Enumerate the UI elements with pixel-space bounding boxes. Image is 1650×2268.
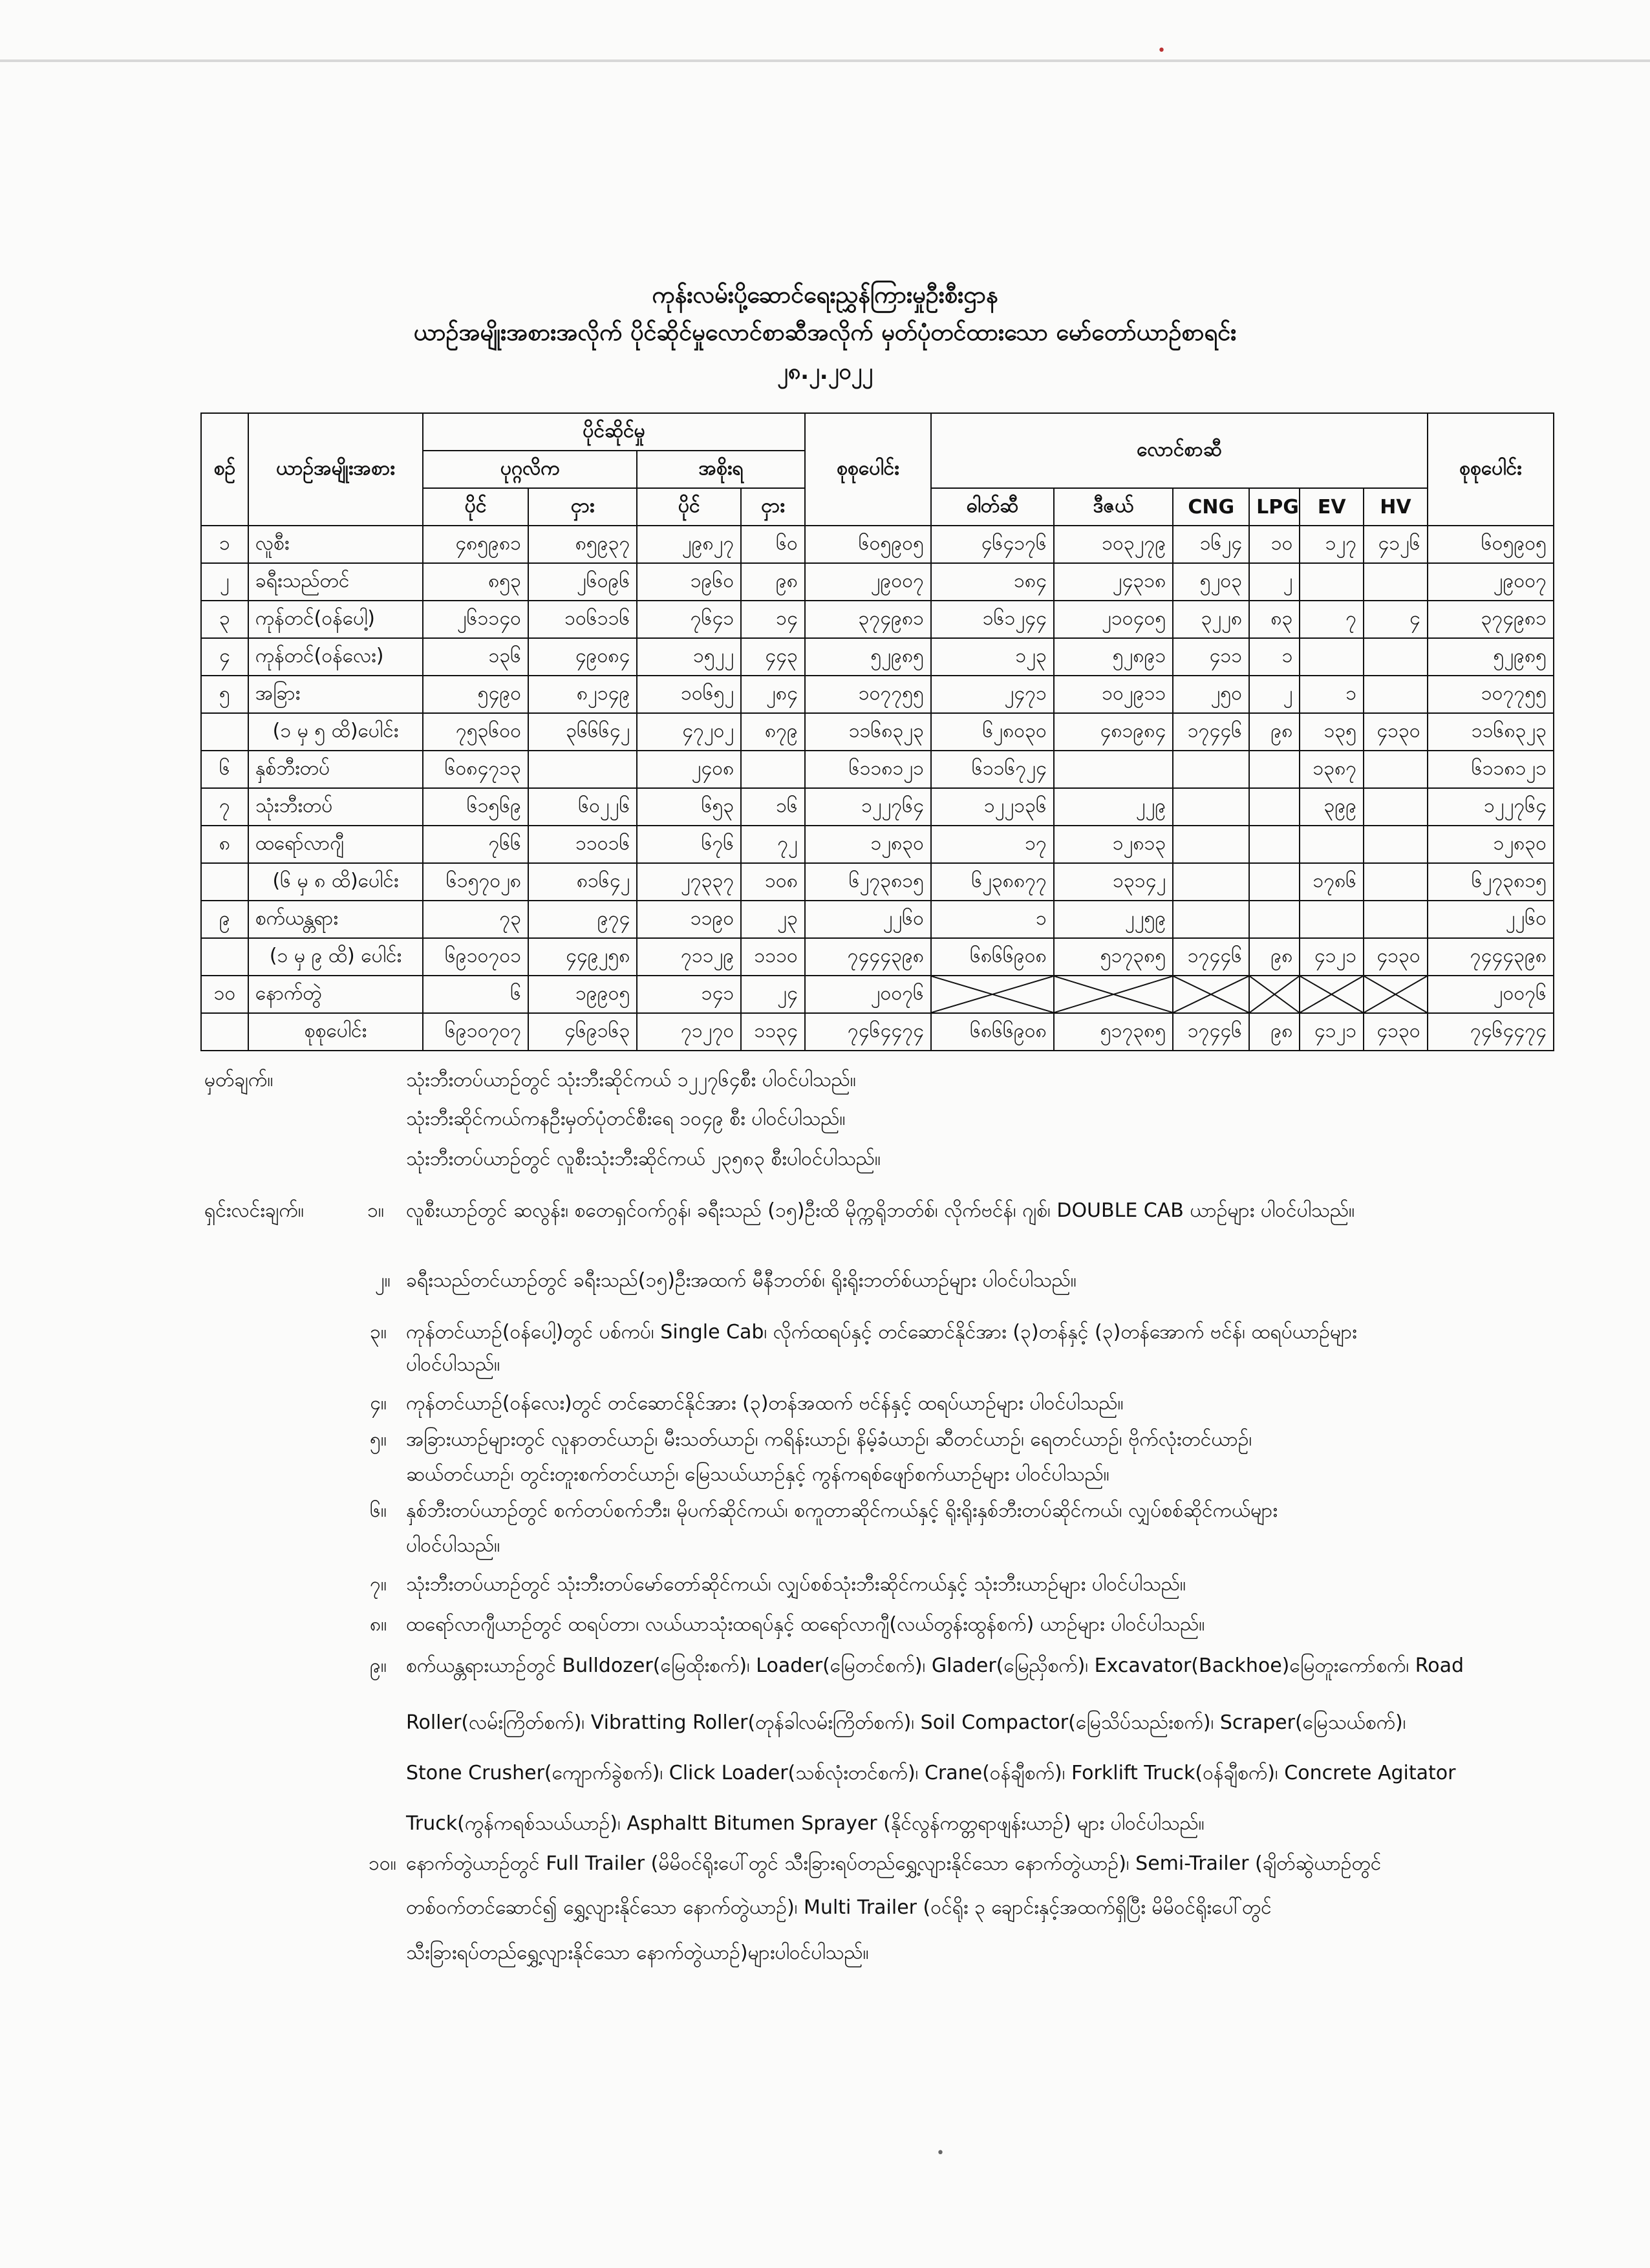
cell-pet: ၂၄၇၁: [931, 676, 1054, 713]
cell-hv: [1364, 676, 1428, 713]
cell-g2: ၉၈: [741, 563, 805, 601]
cell-vehicle-type: နှစ်ဘီးတပ်: [248, 751, 423, 788]
cell-lpg: ၉၈: [1249, 1013, 1300, 1051]
cell-vehicle-type: စက်ယန္တရား: [248, 901, 423, 938]
cell-pet: ၁၂၃: [931, 638, 1054, 676]
cell-p1: ၇၃: [423, 901, 528, 938]
cell-pet: ၆၂၈၀၃၀: [931, 713, 1054, 751]
cell-p2: ၄၉၀၈၄: [528, 638, 637, 676]
cell-die: ၂၂၉: [1054, 788, 1173, 826]
col-header-type: ယာဉ်အမျိုးအစား: [248, 413, 423, 526]
table-row: [201, 563, 1554, 601]
cell-vehicle-type: (၁ မှ ၉ ထိ) ပေါင်း: [248, 938, 423, 976]
cell-no: ၉: [201, 901, 248, 938]
cell-lpg: ၉၈: [1249, 938, 1300, 976]
report-date: ၂၈.၂.၂၀၂၂: [777, 359, 873, 385]
cell-crossed: [1249, 976, 1300, 1013]
cell-p2: ၁၀၆၁၁၆: [528, 601, 637, 638]
cell-hv: [1364, 863, 1428, 901]
cell-die: [1054, 751, 1173, 788]
col-header-lpg: LPG: [1249, 488, 1300, 526]
cell-vehicle-type: (၁ မှ ၅ ထိ)ပေါင်း: [248, 713, 423, 751]
cell-lpg: ၉၈: [1249, 713, 1300, 751]
cell-tot: ၆၂၇၃၈၁၅: [805, 863, 931, 901]
cell-pet: ၆၂၃၈၈၇၇: [931, 863, 1054, 901]
cell-hv: ၄၁၃၀: [1364, 1013, 1428, 1051]
explanation-2: ခရီးသည်တင်ယာဉ်တွင် ခရီးသည်(၁၅)ဦးအထက် မီနီဘတ်စ်၊ ရိုးရိုးဘတ်စ်ယာဉ်များ ပါဝင်ပါသည်။: [406, 1269, 1077, 1292]
table-row: [201, 826, 1554, 863]
explanation-10-line-2: တစ်ဝက်တင်ဆောင်၍ ရွှေ့လျားနိုင်သော နောက်တွဲယာဉ်)၊ Multi Trailer (ဝင်ရိုး ၃ ချောင်းနှင့်အထက်ရှိပြီး မိမိဝင်ရိုးပေါ်တွင်: [406, 1896, 1272, 1919]
cell-vehicle-type: ခရီးသည်တင်: [248, 563, 423, 601]
cell-hv: [1364, 751, 1428, 788]
cell-ev: [1300, 638, 1364, 676]
explanation-3-line-2: ပါဝင်ပါသည်။: [406, 1353, 500, 1376]
cell-no: ၈: [201, 826, 248, 863]
cell-g1: ၁၉၆၀: [637, 563, 741, 601]
cell-ev: [1300, 826, 1364, 863]
col-header-diesel: ဒီဇယ်: [1054, 488, 1173, 526]
cell-tot: ၃၇၄၉၈၁: [805, 601, 931, 638]
cell-tot: ၁၂၈၃၀: [805, 826, 931, 863]
scan-mark-bottom: •: [936, 2145, 945, 2161]
cell-g1: ၇၆၄၁: [637, 601, 741, 638]
table-row: [201, 938, 1554, 976]
table-row: [201, 863, 1554, 901]
cell-lpg: ၂: [1249, 676, 1300, 713]
cell-tot2: ၆၀၅၉၀၅: [1428, 526, 1554, 563]
cell-ev: ၁၃၈၇: [1300, 751, 1364, 788]
cell-p1: ၇၅၃၆၀၀: [423, 713, 528, 751]
cell-die: ၁၂၈၁၃: [1054, 826, 1173, 863]
cell-no: [201, 938, 248, 976]
explanations-label: ရှင်းလင်းချက်။: [204, 1199, 304, 1222]
cell-crossed: [931, 976, 1054, 1013]
cell-cng: ၁၆၂၄: [1173, 526, 1249, 563]
cell-pet: ၆၁၁၆၇၂၄: [931, 751, 1054, 788]
cell-pet: ၁: [931, 901, 1054, 938]
explanation-5-no: ၅။: [370, 1428, 387, 1451]
cell-tot: ၁၀၇၇၅၅: [805, 676, 931, 713]
cell-cng: [1173, 826, 1249, 863]
explanation-6-no: ၆။: [370, 1499, 387, 1522]
cell-p1: ၅၄၉၀: [423, 676, 528, 713]
col-header-government: အစိုးရ: [637, 451, 805, 488]
cell-pet: ၁၂၂၁၃၆: [931, 788, 1054, 826]
cell-g1: ၆၇၆: [637, 826, 741, 863]
cell-hv: ၄၁၃၀: [1364, 713, 1428, 751]
cell-lpg: [1249, 788, 1300, 826]
cell-no: ၂: [201, 563, 248, 601]
cell-g2: ၂၈၄: [741, 676, 805, 713]
table-row: [201, 901, 1554, 938]
cell-p2: ၂၆၀၉၆: [528, 563, 637, 601]
cell-die: ၅၁၇၃၈၅: [1054, 1013, 1173, 1051]
cell-hv: ၄၁၂၆: [1364, 526, 1428, 563]
cell-g2: ၇၂: [741, 826, 805, 863]
cell-hv: [1364, 826, 1428, 863]
cell-vehicle-type: ကုန်တင်(ဝန်လေး): [248, 638, 423, 676]
cell-cng: ၅၂၀၃: [1173, 563, 1249, 601]
cell-hv: [1364, 901, 1428, 938]
cell-lpg: [1249, 751, 1300, 788]
cell-p1: ၂၆၁၁၄၀: [423, 601, 528, 638]
explanation-8: ထရော်လာဂျီယာဉ်တွင် ထရပ်တာ၊ လယ်ယာသုံးထရပ်နှင့် ထရော်လာဂျီ(လယ်တွန်းထွန်စက်) ယာဉ်များ ပါဝင်ပါသည်။: [406, 1613, 1205, 1636]
cell-p1: ၆၁၅၇၀၂၈: [423, 863, 528, 901]
col-header-petrol: ဓါတ်ဆီ: [931, 488, 1054, 526]
cell-ev: ၄၁၂၁: [1300, 1013, 1364, 1051]
cell-cng: [1173, 788, 1249, 826]
col-header-ev: EV: [1300, 488, 1364, 526]
cell-g1: ၂၇၃၃၇: [637, 863, 741, 901]
explanation-4: ကုန်တင်ယာဉ်(ဝန်လေး)တွင် တင်ဆောင်နိုင်အား (၃)တန်အထက် ဗင်န်နှင့် ထရပ်ယာဉ်များ ပါဝင်ပါသည်။: [406, 1392, 1124, 1415]
cell-cng: [1173, 863, 1249, 901]
cell-vehicle-type: ထရော်လာဂျီ: [248, 826, 423, 863]
cell-crossed: [1300, 976, 1364, 1013]
table-row: [201, 638, 1554, 676]
explanation-9-line-4: Truck(ကွန်ကရစ်သယ်ယာဉ်)၊ Asphaltt Bitumen Sprayer (နိုင်လွန်ကတ္တရာဖျန်းယာဉ်) များ ပါဝင်ပါသည်။: [406, 1812, 1205, 1835]
cell-p1: ၆၉၁၀၇၀၇: [423, 1013, 528, 1051]
cell-hv: ၄: [1364, 601, 1428, 638]
cell-p2: ၈၅၉၃၇: [528, 526, 637, 563]
explanation-9-no: ၉။: [370, 1654, 387, 1677]
remark-1: သုံးဘီးတပ်ယာဉ်တွင် သုံးဘီးဆိုင်ကယ် ၁၂၂၇၆၄စီး ပါဝင်ပါသည်။: [406, 1069, 856, 1091]
cell-ev: [1300, 901, 1364, 938]
cell-tot: ၁၂၂၇၆၄: [805, 788, 931, 826]
cell-g2: ၁၀၈: [741, 863, 805, 901]
cell-tot: ၆၁၁၈၁၂၁: [805, 751, 931, 788]
cell-vehicle-type: သုံးဘီးတပ်: [248, 788, 423, 826]
explanation-5-line-2: ဆယ်တင်ယာဉ်၊ တွင်းတူးစက်တင်ယာဉ်၊ မြေသယ်ယာဉ်နှင့် ကွန်ကရစ်ဖျော်စက်ယာဉ်များ ပါဝင်ပါသည်။: [406, 1463, 1109, 1486]
explanation-5-line-1: အခြားယာဉ်များတွင် လူနာတင်ယာဉ်၊ မီးသတ်ယာဉ်၊ ကရိန်းယာဉ်၊ နိမ့်ခံယာဉ်၊ ဆီတင်ယာဉ်၊ ရေတင်ယာဉ်၊ ဗိုက်လုံးတင်ယာဉ်၊: [406, 1428, 1252, 1451]
cell-no: [201, 713, 248, 751]
col-header-govt-own: ပိုင်: [637, 488, 741, 526]
table-row: [201, 751, 1554, 788]
cell-p1: ၆: [423, 976, 528, 1013]
cell-g1: ၁၁၉၀: [637, 901, 741, 938]
cell-die: ၂၂၅၉: [1054, 901, 1173, 938]
cell-tot2: ၇၄၄၄၃၉၈: [1428, 938, 1554, 976]
explanation-8-no: ၈။: [370, 1613, 387, 1636]
cell-tot2: ၂၉၀၀၇: [1428, 563, 1554, 601]
cell-hv: [1364, 788, 1428, 826]
col-header-total-2: စုစုပေါင်း: [1428, 413, 1554, 526]
cell-p1: ၆၁၅၆၉: [423, 788, 528, 826]
cell-tot2: ၁၀၇၇၅၅: [1428, 676, 1554, 713]
cell-g1: ၂၉၈၂၇: [637, 526, 741, 563]
cell-lpg: [1249, 901, 1300, 938]
cell-p1: ၄၈၅၉၈၁: [423, 526, 528, 563]
cell-g2: ၁၁၁၀: [741, 938, 805, 976]
table-row: [201, 976, 1554, 1013]
cell-no: [201, 1013, 248, 1051]
cell-g2: ၄၄၃: [741, 638, 805, 676]
cell-pet: ၁၆၁၂၄၄: [931, 601, 1054, 638]
explanation-6-line-2: ပါဝင်ပါသည်။: [406, 1534, 500, 1557]
cell-vehicle-type: လူစီး: [248, 526, 423, 563]
cell-tot: ၂၂၆၀: [805, 901, 931, 938]
cell-tot2: ၂၀၀၇၆: [1428, 976, 1554, 1013]
cell-tot2: ၆၁၁၈၁၂၁: [1428, 751, 1554, 788]
cell-g2: ၁၄: [741, 601, 805, 638]
cell-pet: ၁၇: [931, 826, 1054, 863]
explanation-3-no: ၃။: [370, 1321, 387, 1343]
cell-g2: [741, 751, 805, 788]
cell-tot: ၇၄၆၄၄၇၄: [805, 1013, 931, 1051]
cell-die: ၁၃၁၄၂: [1054, 863, 1173, 901]
explanation-4-no: ၄။: [370, 1392, 387, 1415]
cell-p2: ၈၁၆၄၂: [528, 863, 637, 901]
cell-g2: ၁၆: [741, 788, 805, 826]
col-header-govt-hire: ငှား: [741, 488, 805, 526]
col-header-fuel: လောင်စာဆီ: [931, 413, 1428, 488]
cell-ev: ၁၂၇: [1300, 526, 1364, 563]
cell-no: ၄: [201, 638, 248, 676]
cell-g1: ၂၄၀၈: [637, 751, 741, 788]
cell-lpg: ၁: [1249, 638, 1300, 676]
col-header-ownership: ပိုင်ဆိုင်မှု: [423, 413, 805, 451]
cell-die: ၅၂၈၉၁: [1054, 638, 1173, 676]
cell-die: ၂၄၃၁၈: [1054, 563, 1173, 601]
cell-tot2: ၁၂၂၇၆၄: [1428, 788, 1554, 826]
cell-pet: ၆၈၆၆၉၀၈: [931, 938, 1054, 976]
cell-vehicle-type: ကုန်တင်(ဝန်ပေါ့): [248, 601, 423, 638]
scan-mark: •: [1157, 43, 1166, 59]
page-title: ကုန်းလမ်းပို့ဆောင်ရေးညွှန်ကြားမှုဦးစီးဌာန: [652, 282, 998, 308]
explanation-7: သုံးဘီးတပ်ယာဉ်တွင် သုံးဘီးတပ်မော်တော်ဆိုင်ကယ်၊ လျှပ်စစ်သုံးဘီးဆိုင်ကယ်နှင့် သုံးဘီးယာဉ်များ ပါဝင်ပါသည်။: [406, 1573, 1186, 1596]
cell-hv: ၄၁၃၀: [1364, 938, 1428, 976]
col-header-cng: CNG: [1173, 488, 1249, 526]
cell-no: ၁: [201, 526, 248, 563]
explanation-10-line-1: နောက်တွဲယာဉ်တွင် Full Trailer (မိမိဝင်ရိုးပေါ်တွင် သီးခြားရပ်တည်ရွှေ့လျားနိုင်သော နောက်တွဲယာဉ်)၊ Semi-Trailer (ချိတ်ဆွဲယာဉ်တွင်: [406, 1852, 1382, 1875]
cell-vehicle-type: နောက်တွဲ: [248, 976, 423, 1013]
cell-tot: ၂၉၀၀၇: [805, 563, 931, 601]
cell-ev: ၄၁၂၁: [1300, 938, 1364, 976]
cell-crossed: [1364, 976, 1428, 1013]
explanation-9-line-2: Roller(လမ်းကြိတ်စက်)၊ Vibratting Roller(တုန်ခါလမ်းကြိတ်စက်)၊ Soil Compactor(မြေသိပ်သည်းစက်)၊ Scraper(မြေသယ်စက်)၊: [406, 1711, 1406, 1734]
cell-lpg: [1249, 863, 1300, 901]
cell-tot2: ၁၂၈၃၀: [1428, 826, 1554, 863]
cell-g1: ၆၅၃: [637, 788, 741, 826]
cell-no: ၃: [201, 601, 248, 638]
cell-die: ၄၈၁၉၈၄: [1054, 713, 1173, 751]
cell-ev: ၇: [1300, 601, 1364, 638]
cell-p2: ၉၇၄: [528, 901, 637, 938]
cell-p2: ၈၂၁၄၉: [528, 676, 637, 713]
explanation-9-line-3: Stone Crusher(ကျောက်ခွဲစက်)၊ Click Loader(သစ်လုံးတင်စက်)၊ Crane(ဝန်ချီစက်)၊ Forklift Truck(ဝန်ချီစက်)၊ Concrete Agitator: [406, 1762, 1456, 1784]
cell-p1: ၆၉၁၀၇၀၁: [423, 938, 528, 976]
cell-g2: ၁၁၃၄: [741, 1013, 805, 1051]
explanation-3-line-1: ကုန်တင်ယာဉ်(ဝန်ပေါ့)တွင် ပစ်ကပ်၊ Single Cab၊ လိုက်ထရပ်နှင့် တင်ဆောင်နိုင်အား (၃)တန်နှင့် (၃)တန်အောက် ဗင်န်၊ ထရပ်ယာဉ်များ: [406, 1321, 1357, 1343]
cell-g2: ၂၃: [741, 901, 805, 938]
col-header-private-hire: ငှား: [528, 488, 637, 526]
cell-g1: ၇၁၂၇၀: [637, 1013, 741, 1051]
cell-cng: [1173, 901, 1249, 938]
cell-lpg: ၈၃: [1249, 601, 1300, 638]
cell-lpg: [1249, 826, 1300, 863]
cell-no: [201, 863, 248, 901]
col-header-total: စုစုပေါင်း: [805, 413, 931, 526]
cell-p2: ၁၁၀၁၆: [528, 826, 637, 863]
cell-ev: ၁: [1300, 676, 1364, 713]
cell-lpg: ၂: [1249, 563, 1300, 601]
cell-pet: ၆၈၆၆၉၀၈: [931, 1013, 1054, 1051]
cell-vehicle-type: စုစုပေါင်း: [248, 1013, 423, 1051]
cell-tot: ၇၄၄၄၃၉၈: [805, 938, 931, 976]
cell-die: ၁၀၂၉၁၁: [1054, 676, 1173, 713]
top-divider: [0, 59, 1650, 62]
cell-p2: ၆၀၂၂၆: [528, 788, 637, 826]
cell-no: ၇: [201, 788, 248, 826]
remarks-label: မှတ်ချက်။: [204, 1069, 273, 1091]
cell-p2: ၁၉၉၀၅: [528, 976, 637, 1013]
cell-tot: ၆၀၅၉၀၅: [805, 526, 931, 563]
cell-g2: ၈၇၉: [741, 713, 805, 751]
vehicle-registration-table: [200, 412, 1554, 1051]
cell-crossed: [1054, 976, 1173, 1013]
cell-g2: ၂၄: [741, 976, 805, 1013]
cell-hv: [1364, 563, 1428, 601]
cell-ev: ၁၃၅: [1300, 713, 1364, 751]
cell-cng: ၁၇၄၄၆: [1173, 938, 1249, 976]
cell-die: ၂၁၀၄၀၅: [1054, 601, 1173, 638]
col-header-private-own: ပိုင်: [423, 488, 528, 526]
col-header-no: စဉ်: [201, 413, 248, 526]
cell-g1: ၁၄၁: [637, 976, 741, 1013]
explanation-1-no: ၁။: [367, 1199, 384, 1222]
cell-p2: ၄၄၉၂၅၈: [528, 938, 637, 976]
cell-crossed: [1173, 976, 1249, 1013]
cell-tot2: ၆၂၇၃၈၁၅: [1428, 863, 1554, 901]
explanation-10-line-3: သီးခြားရပ်တည်ရွှေ့လျားနိုင်သော နောက်တွဲယာဉ်)များပါဝင်ပါသည်။: [406, 1942, 869, 1964]
cell-g1: ၁၀၆၅၂: [637, 676, 741, 713]
cell-cng: ၁၇၄၄၆: [1173, 1013, 1249, 1051]
cell-tot: ၅၂၉၈၅: [805, 638, 931, 676]
table-row: [201, 1013, 1554, 1051]
cell-die: ၁၀၃၂၇၉: [1054, 526, 1173, 563]
cell-tot2: ၂၂၆၀: [1428, 901, 1554, 938]
table-body: [201, 526, 1554, 1051]
cell-die: ၅၁၇၃၈၅: [1054, 938, 1173, 976]
cell-cng: ၃၂၂၈: [1173, 601, 1249, 638]
cell-tot2: ၃၇၄၉၈၁: [1428, 601, 1554, 638]
explanation-1: လူစီးယာဉ်တွင် ဆလွန်း၊ စတေရှင်ဝက်ဂွန်၊ ခရီးသည် (၁၅)ဦးထိ မိုက္ကရိုဘတ်စ်၊ လိုက်ဗင်န်၊ ဂျစ်၊ DOUBLE CAB ယာဉ်များ ပါဝင်ပါသည်။: [406, 1199, 1355, 1222]
cell-no: ၆: [201, 751, 248, 788]
cell-p1: ၁၃၆: [423, 638, 528, 676]
cell-tot2: ၁၁၆၈၃၂၃: [1428, 713, 1554, 751]
cell-p2: ၄၆၉၁၆၃: [528, 1013, 637, 1051]
explanation-2-no: ၂။: [375, 1269, 391, 1292]
table-row: [201, 676, 1554, 713]
explanation-10-no: ၁၀။: [369, 1852, 396, 1875]
cell-ev: [1300, 563, 1364, 601]
cell-g1: ၁၅၂၂: [637, 638, 741, 676]
cell-g1: ၄၇၂၀၂: [637, 713, 741, 751]
table-row: [201, 788, 1554, 826]
cell-tot: ၁၁၆၈၃၂၃: [805, 713, 931, 751]
cell-p2: [528, 751, 637, 788]
explanation-7-no: ၇။: [370, 1573, 387, 1596]
cell-ev: ၃၉၉: [1300, 788, 1364, 826]
page-subtitle: ယာဉ်အမျိုးအစားအလိုက် ပိုင်ဆိုင်မှုလောင်စာဆီအလိုက် မှတ်ပုံတင်ထားသော မော်တော်ယာဉ်စာရင်း: [413, 319, 1237, 346]
cell-vehicle-type: (၆ မှ ၈ ထိ)ပေါင်း: [248, 863, 423, 901]
cell-tot: ၂၀၀၇၆: [805, 976, 931, 1013]
col-header-hv: HV: [1364, 488, 1428, 526]
cell-vehicle-type: အခြား: [248, 676, 423, 713]
cell-cng: ၄၁၁: [1173, 638, 1249, 676]
cell-pet: ၄၆၄၁၇၆: [931, 526, 1054, 563]
cell-p1: ၈၅၃: [423, 563, 528, 601]
cell-tot2: ၅၂၉၈၅: [1428, 638, 1554, 676]
explanation-6-line-1: နှစ်ဘီးတပ်ယာဉ်တွင် စက်တပ်စက်ဘီး၊ မိုပက်ဆိုင်ကယ်၊ စကူတာဆိုင်ကယ်နှင့် ရိုးရိုးနှစ်ဘီးတပ်ဆိုင်ကယ်၊ လျှပ်စစ်ဆိုင်ကယ်များ: [406, 1499, 1278, 1522]
cell-ev: ၁၇၈၆: [1300, 863, 1364, 901]
cell-lpg: ၁၀: [1249, 526, 1300, 563]
cell-tot2: ၇၄၆၄၄၇၄: [1428, 1013, 1554, 1051]
table-row: [201, 713, 1554, 751]
cell-p2: ၃၆၆၆၄၂: [528, 713, 637, 751]
cell-no: ၅: [201, 676, 248, 713]
cell-g2: ၆၀: [741, 526, 805, 563]
cell-cng: ၂၅၀: [1173, 676, 1249, 713]
cell-p1: ၇၆၆: [423, 826, 528, 863]
cell-hv: [1364, 638, 1428, 676]
cell-p1: ၆၀၈၄၇၁၃: [423, 751, 528, 788]
explanation-9-line-1: စက်ယန္တရားယာဉ်တွင် Bulldozer(မြေထိုးစက်)၊ Loader(မြေတင်စက်)၊ Glader(မြေညှိစက်)၊ Excavator(Backhoe)မြေတူးကော်စက်၊ Road: [406, 1654, 1464, 1677]
table-row: [201, 526, 1554, 563]
remark-3: သုံးဘီးတပ်ယာဉ်တွင် လူစီးသုံးဘီးဆိုင်ကယ် ၂၃၅၈၃ စီးပါဝင်ပါသည်။: [406, 1148, 881, 1170]
col-header-private: ပုဂ္ဂလိက: [423, 451, 637, 488]
cell-cng: ၁၇၄၄၆: [1173, 713, 1249, 751]
table-row: [201, 601, 1554, 638]
cell-g1: ၇၁၁၂၉: [637, 938, 741, 976]
remark-2: သုံးဘီးဆိုင်ကယ်ကနဦးမှတ်ပုံတင်စီးရေ ၁၀၄၉ စီး ပါဝင်ပါသည်။: [406, 1107, 846, 1130]
cell-no: ၁၀: [201, 976, 248, 1013]
cell-pet: ၁၈၄: [931, 563, 1054, 601]
cell-cng: [1173, 751, 1249, 788]
